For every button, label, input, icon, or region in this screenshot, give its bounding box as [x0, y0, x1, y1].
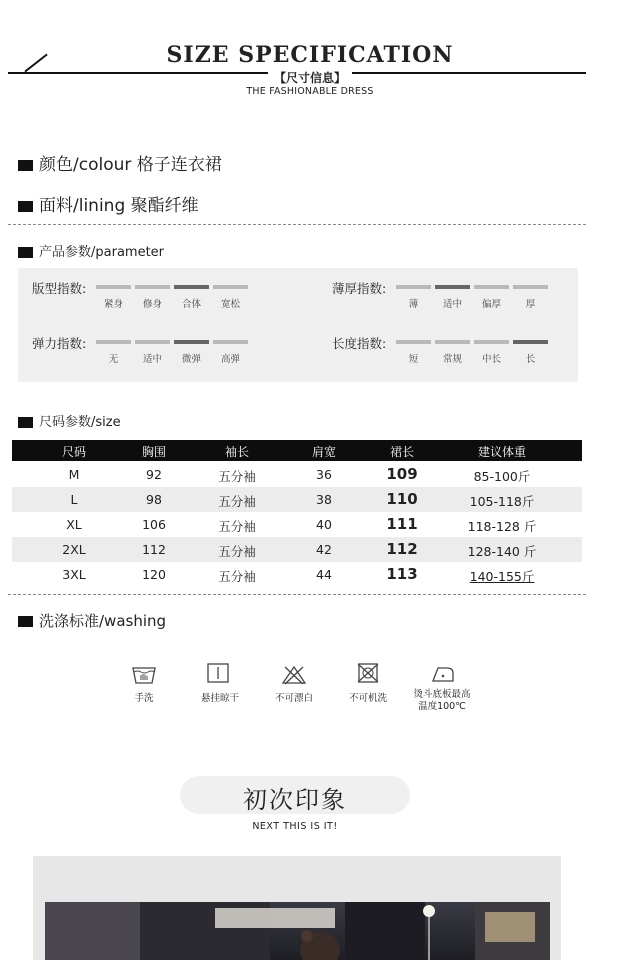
bullet-square-icon: [18, 160, 33, 171]
param-bar-segment: [474, 340, 509, 344]
param-bar-segment: [213, 285, 248, 289]
lining-text: 面料/lining 聚酯纤维: [39, 196, 199, 216]
cell-size: 2XL: [62, 542, 86, 557]
cell-weight: 118-128 斤: [467, 519, 537, 534]
cell-sleeve: 五分袖: [218, 569, 256, 584]
wash-label: 手洗: [134, 693, 154, 704]
cell-bust: 112: [142, 542, 166, 557]
cell-weight: 105-118斤: [469, 494, 535, 509]
cell-weight: 140-155斤: [469, 569, 535, 584]
cell-shoulder: 38: [316, 492, 332, 507]
wash-label: 烫斗底板最高: [413, 689, 471, 700]
size-table-header: [12, 440, 582, 461]
cell-weight: 128-140 斤: [467, 544, 537, 559]
param-option: 偏厚: [481, 299, 501, 310]
cell-bust: 92: [146, 467, 162, 482]
no-machine-wash-icon: [355, 663, 381, 683]
washing-heading: [18, 610, 166, 631]
hand-wash-icon: [131, 665, 157, 685]
colour-text: 颜色/colour 格子连衣裙: [39, 155, 222, 175]
cell-shoulder: 42: [316, 542, 332, 557]
column-header: 胸围: [141, 445, 166, 459]
parameter-title: 产品参数/parameter: [39, 245, 165, 260]
bullet-square-icon: [18, 417, 33, 428]
param-option: 常规: [442, 354, 462, 365]
cell-bust: 106: [142, 517, 166, 532]
param-option: 长: [525, 354, 536, 365]
impression-title: 初次印象: [243, 786, 347, 814]
wash-label: 不可机洗: [348, 693, 387, 704]
wash-label: 不可漂白: [274, 693, 313, 704]
param-bar-segment: [474, 285, 509, 289]
section-divider: [8, 224, 586, 225]
param-option: 适中: [142, 354, 162, 365]
cell-size: 3XL: [62, 567, 86, 582]
column-header: 建议体重: [477, 445, 526, 459]
param-option: 中长: [481, 354, 501, 365]
spec-title: SIZE SPECIFICATION: [166, 42, 454, 68]
table-row: [12, 487, 582, 512]
cell-length: 109: [386, 465, 418, 483]
cell-bust: 98: [146, 492, 162, 507]
param-option: 适中: [442, 299, 462, 310]
cell-shoulder: 36: [316, 467, 332, 482]
model-photo: [45, 902, 550, 960]
bullet-square-icon: [18, 247, 33, 258]
param-option: 微弹: [181, 354, 201, 365]
table-row: [12, 512, 582, 537]
cell-length: 111: [386, 515, 418, 533]
cell-length: 112: [386, 540, 418, 558]
cell-sleeve: 五分袖: [218, 469, 256, 484]
param-option: 紧身: [103, 299, 123, 310]
spec-subtitle-wrap: [0, 67, 620, 86]
size-heading: [18, 411, 121, 430]
param-bar-segment: [396, 285, 431, 289]
cell-size: XL: [66, 517, 82, 532]
no-bleach-icon: [281, 665, 307, 685]
param-option: 合体: [181, 299, 201, 310]
param-bar-thickness: [396, 285, 548, 289]
param-bar-segment: [135, 340, 170, 344]
param-option: 短: [408, 354, 419, 365]
bullet-square-icon: [18, 616, 33, 627]
bullet-square-icon: [18, 201, 33, 212]
param-label: 长度指数:: [332, 336, 387, 351]
param-bar-length: [396, 340, 548, 344]
spec-subtitle: 【尺寸信息】: [268, 71, 352, 85]
cell-weight: 85-100斤: [473, 469, 531, 484]
impression-subtitle: NEXT THIS IS IT!: [252, 821, 338, 832]
param-option: 修身: [142, 299, 162, 310]
cell-sleeve: 五分袖: [218, 544, 256, 559]
lining-line: [18, 191, 199, 216]
param-option: 高弹: [220, 354, 240, 365]
param-bar-segment: [96, 340, 131, 344]
street-scene-image: [45, 902, 550, 960]
param-option: 薄: [408, 299, 419, 310]
parameter-heading: [18, 241, 164, 260]
table-row: [12, 537, 582, 562]
column-header: 尺码: [61, 445, 86, 459]
param-bar-elasticity: [96, 340, 248, 344]
parameter-panel: [18, 268, 578, 382]
iron-icon: [430, 664, 456, 684]
param-bar-segment: [96, 285, 131, 289]
cell-size: M: [68, 467, 80, 482]
washing-title: 洗涤标准/washing: [39, 612, 167, 630]
cell-sleeve: 五分袖: [218, 494, 256, 509]
cell-length: 110: [386, 490, 418, 508]
param-bar-segment: [135, 285, 170, 289]
param-option: 厚: [525, 299, 536, 310]
cell-shoulder: 40: [316, 517, 332, 532]
param-options-thickness: [394, 296, 550, 310]
table-row: [12, 562, 582, 587]
param-label: 版型指数:: [32, 281, 87, 296]
param-bar-segment: [174, 340, 209, 344]
param-label: 弹力指数:: [32, 336, 87, 351]
param-options-fit: [94, 296, 250, 310]
param-label: 薄厚指数:: [332, 281, 387, 296]
cell-bust: 120: [142, 567, 166, 582]
param-bar-segment: [513, 285, 548, 289]
column-header: 袖长: [224, 445, 249, 459]
param-bar-segment: [396, 340, 431, 344]
column-header: 肩宽: [311, 445, 336, 459]
param-bar-segment: [435, 340, 470, 344]
param-bar-fit: [96, 285, 248, 289]
cell-sleeve: 五分袖: [218, 519, 256, 534]
colour-line: [18, 150, 222, 175]
hang-dry-icon: [205, 663, 231, 683]
param-bar-segment: [513, 340, 548, 344]
column-header: 裙长: [389, 445, 414, 459]
param-bar-segment: [174, 285, 209, 289]
section-divider: [8, 594, 586, 595]
cell-length: 113: [386, 565, 418, 583]
table-row: [12, 462, 582, 487]
spec-tagline: THE FASHIONABLE DRESS: [246, 86, 374, 97]
param-options-elasticity: [94, 351, 250, 365]
param-bar-segment: [213, 340, 248, 344]
cell-size: L: [70, 492, 78, 507]
size-title: 尺码参数/size: [39, 415, 121, 430]
param-option: 宽松: [220, 299, 240, 310]
param-bar-segment: [435, 285, 470, 289]
cell-shoulder: 44: [316, 567, 332, 582]
param-option: 无: [108, 354, 119, 365]
wash-label-line2: 温度100℃: [418, 701, 466, 712]
wash-label: 悬挂晾干: [200, 693, 239, 704]
param-options-length: [394, 351, 550, 365]
